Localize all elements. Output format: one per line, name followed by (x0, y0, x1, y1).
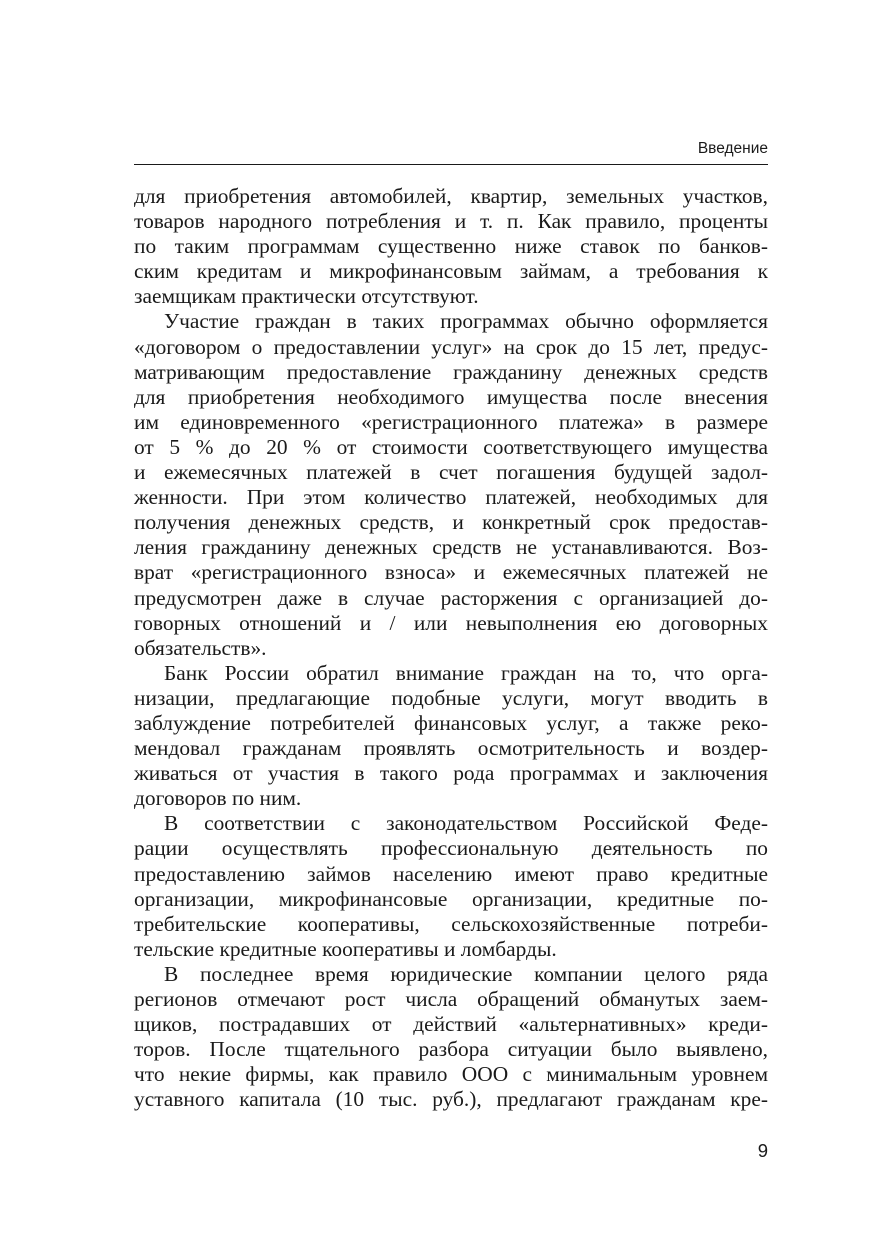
text-line: им единовременного «регистрационного платежа» в размере (134, 409, 768, 434)
text-line: матривающим предоставление гражданину денежных средств (134, 359, 768, 384)
text-line: мендовал гражданам проявлять осмотрительность и воздер- (134, 736, 768, 761)
header-rule (134, 164, 768, 165)
text-line: низации, предлагающие подобные услуги, могут вводить в (134, 685, 768, 710)
paragraph (134, 811, 768, 962)
text-line: получения денежных средств, и конкретный срок предостав- (134, 510, 768, 535)
paragraph (134, 962, 768, 1113)
text-line: тельские кредитные кооперативы и ломбарды. (134, 936, 557, 961)
text-line: ления гражданину денежных средств не устанавливаются. Воз- (134, 535, 768, 560)
text-line: и ежемесячных платежей в счет погашения будущей задол- (134, 460, 768, 485)
text-line: предоставлению займов населению имеют право кредитные (134, 861, 768, 886)
text-line: что некие фирмы, как правило ООО с минимальным уровнем (134, 1062, 768, 1087)
text-line: ским кредитам и микрофинансовым займам, а требования к (134, 259, 768, 284)
paragraph (134, 309, 768, 660)
text-line: для приобретения автомобилей, квартир, земельных участков, (134, 184, 768, 208)
text-line: организации, микрофинансовые организации, кредитные по- (134, 886, 768, 911)
text-line: для приобретения необходимого имущества после внесения (134, 384, 768, 409)
text-line: щиков, пострадавших от действий «альтернативных» креди- (134, 1012, 768, 1037)
running-head: Введение (697, 140, 768, 157)
body-text (134, 184, 768, 1112)
text-line: говорных отношений и / или невыполнения ею договорных (134, 610, 768, 635)
text-line: живаться от участия в такого рода программах и заключения (134, 761, 768, 786)
text-line: требительские кооперативы, сельскохозяйственные потреби- (134, 911, 768, 936)
text-line: обязательств». (134, 635, 267, 660)
text-line: по таким программам существенно ниже ставок по банков- (134, 234, 768, 259)
text-line: заемщикам практически отсутствуют. (134, 284, 479, 309)
text-line: договоров по ним. (134, 786, 302, 811)
text-line: заблуждение потребителей финансовых услуг, а также реко- (134, 710, 768, 735)
paragraph (134, 661, 768, 812)
text-line: Банк России обратил внимание граждан на то, что орга- (164, 660, 768, 685)
text-line: Участие граждан в таких программах обычно оформляется (164, 309, 768, 334)
text-line: уставного капитала (10 тыс. руб.), предлагают гражданам кре- (134, 1087, 768, 1112)
page-number: 9 (757, 1140, 768, 1161)
text-line: предусмотрен даже в случае расторжения с организацией до- (134, 585, 768, 610)
text-line: рации осуществлять профессиональную деятельность по (134, 836, 768, 861)
paragraph (134, 184, 768, 309)
text-line: женности. При этом количество платежей, необходимых для (134, 485, 768, 510)
text-line: регионов отмечают рост числа обращений обманутых заем- (134, 987, 768, 1011)
text-line: от 5 % до 20 % от стоимости соответствующего имущества (134, 434, 768, 459)
text-line: В последнее время юридические компании целого ряда (164, 961, 768, 986)
text-line: врат «регистрационного взноса» и ежемесячных платежей не (134, 560, 768, 585)
text-line: торов. После тщательного разбора ситуации было выявлено, (134, 1037, 768, 1062)
text-line: товаров народного потребления и т. п. Как правило, проценты (134, 209, 768, 234)
text-line: В соответствии с законодательством Российской Феде- (164, 811, 768, 836)
text-line: «договором о предоставлении услуг» на срок до 15 лет, предус- (134, 334, 768, 359)
